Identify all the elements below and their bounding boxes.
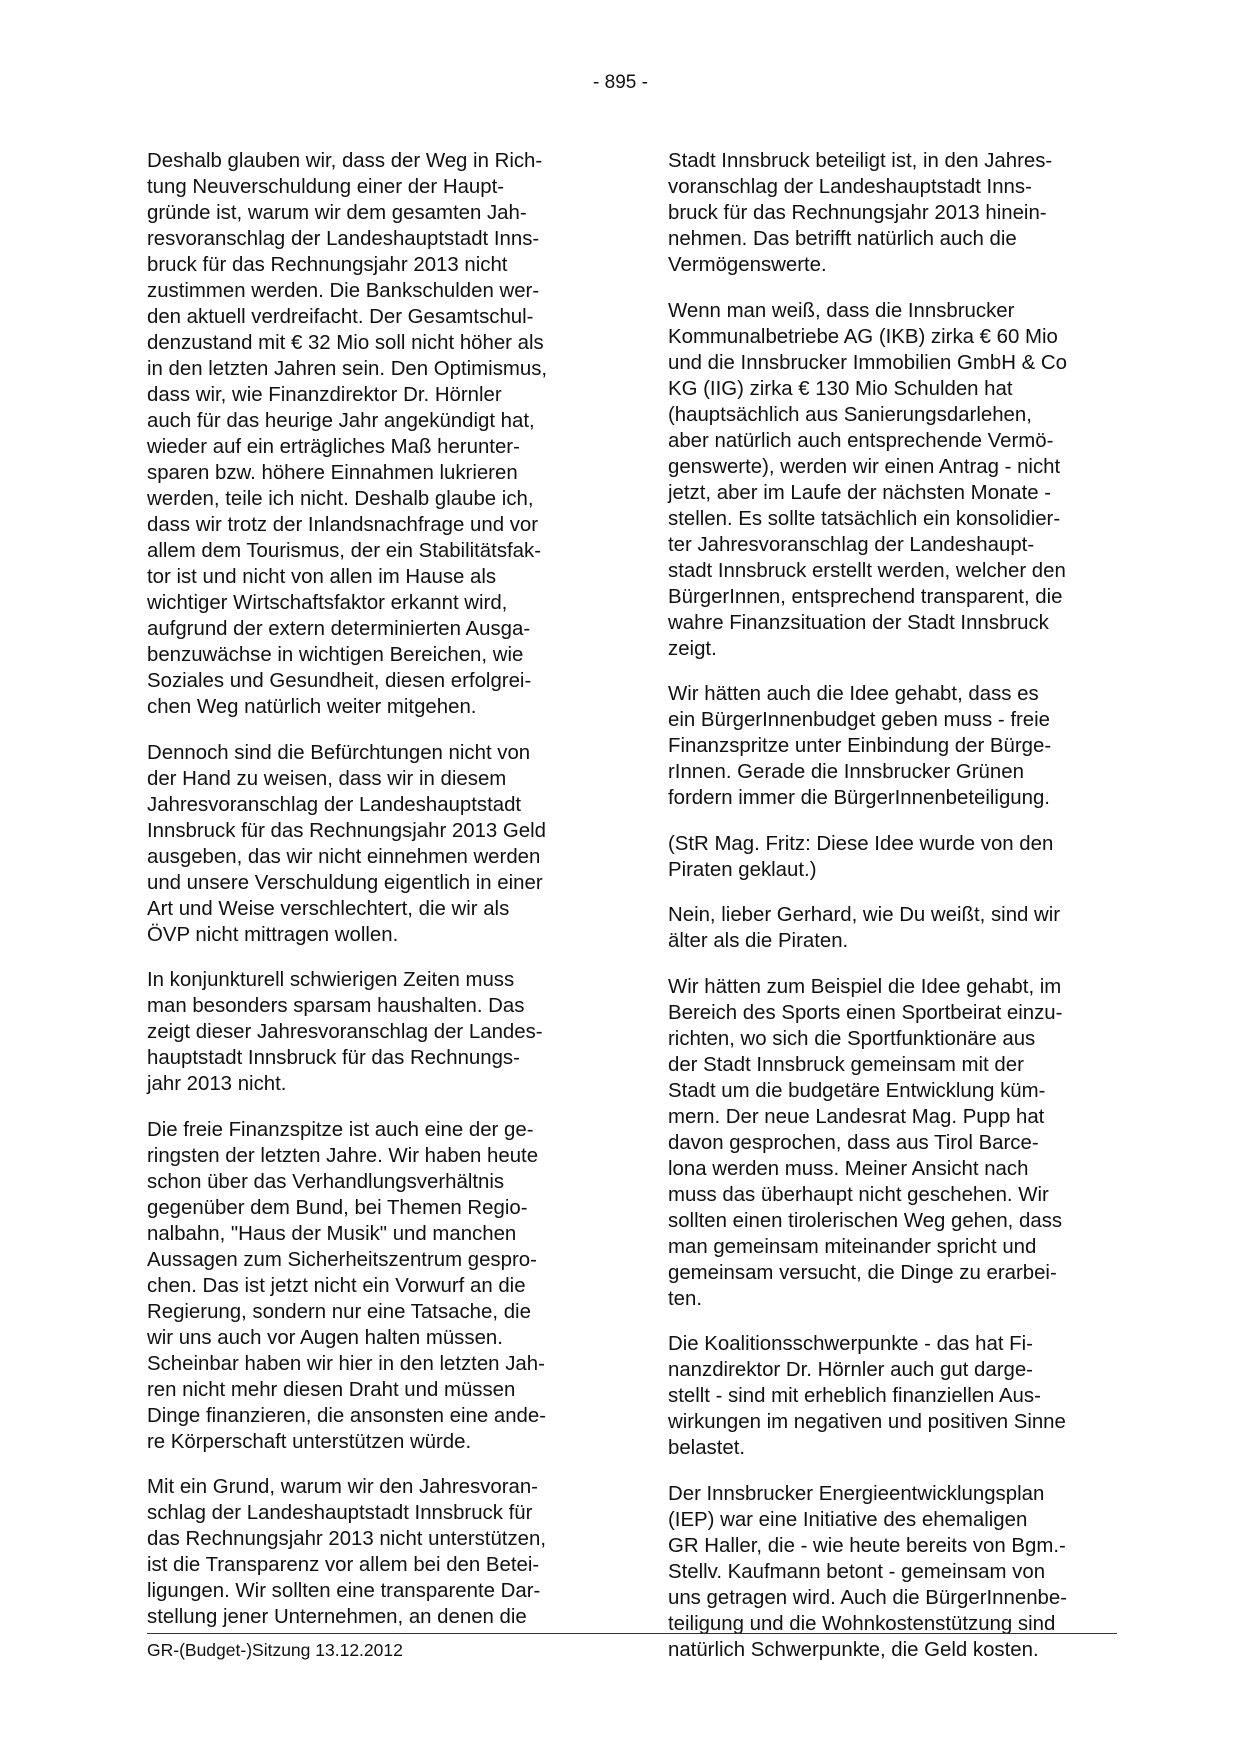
text-line: Scheinbar haben wir hier in den letzten Jah- — [147, 1352, 545, 1375]
footer-text: GR-(Budget-)Sitzung 13.12.2012 — [147, 1640, 403, 1660]
text-line: ren nicht mehr diesen Draht und müssen — [147, 1378, 516, 1401]
text-line: ein BürgerInnenbudget geben muss - freie — [668, 709, 1051, 731]
text-line: wahre Finanzsituation der Stadt Innsbruck — [668, 611, 1049, 634]
footer-divider — [147, 1633, 1117, 1634]
paragraph — [147, 1474, 587, 1630]
text-line: muss das überhaupt nicht geschehen. Wir — [668, 1183, 1049, 1206]
text-line: Jahresvoranschlag der Landeshauptstadt — [147, 793, 522, 816]
text-line: wichtiger Wirtschaftsfaktor erkannt wird, — [147, 592, 508, 614]
text-line: tor ist und nicht von allen im Hause als — [147, 566, 497, 588]
text-line: Stadt um die budgetäre Entwicklung küm- — [668, 1079, 1046, 1102]
text-line: Dinge finanzieren, die ansonsten eine ande- — [147, 1404, 547, 1427]
text-line: gemeinsam versucht, die Dinge zu erarbei- — [668, 1261, 1057, 1284]
text-line: ten. — [668, 1287, 703, 1310]
paragraph — [668, 831, 1108, 883]
text-line: genswerte), werden wir einen Antrag - nicht — [668, 455, 1061, 478]
text-line: werden, teile ich nicht. Deshalb glaube ich, — [147, 488, 534, 510]
text-line: sparen bzw. höhere Einnahmen lukrieren — [147, 462, 518, 484]
text-line: Die freie Finanzspitze ist auch eine der ge- — [147, 1118, 534, 1141]
text-line: wir uns auch vor Augen halten müssen. — [147, 1326, 503, 1349]
text-line: BürgerInnen, entsprechend transparent, die — [668, 585, 1063, 608]
text-line: Stadt Innsbruck beteiligt ist, in den Jahres- — [668, 150, 1053, 172]
text-line: dass wir trotz der Inlandsnachfrage und vor — [147, 514, 539, 536]
text-line: sollten einen tirolerischen Weg gehen, dass — [668, 1209, 1063, 1232]
text-line: Kommunalbetriebe AG (IKB) zirka € 60 Mio — [668, 325, 1058, 348]
text-line: teiligung und die Wohnkostenstützung sind — [668, 1612, 1056, 1635]
text-line: ausgeben, das wir nicht einnehmen werden — [147, 845, 541, 868]
paragraph — [668, 298, 1108, 662]
text-line: tung Neuverschuldung einer der Haupt- — [147, 176, 505, 198]
text-line: jetzt, aber im Laufe der nächsten Monate - — [668, 481, 1052, 504]
text-line: jahr 2013 nicht. — [147, 1073, 287, 1095]
text-line: aber natürlich auch entsprechende Vermö- — [668, 429, 1054, 452]
text-line: zeigt. — [668, 637, 717, 660]
text-line: GR Haller, die - wie heute bereits von Bgm.- — [668, 1534, 1066, 1557]
text-line: dass wir, wie Finanzdirektor Dr. Hörnler — [147, 384, 502, 406]
text-line: (hauptsächlich aus Sanierungsdarlehen, — [668, 403, 1032, 426]
text-line: Bereich des Sports einen Sportbeirat einzu- — [668, 1001, 1063, 1024]
page-number: - 895 - — [593, 72, 648, 93]
text-line: chen. Das ist jetzt nicht ein Vorwurf an die — [147, 1274, 526, 1297]
text-line: richten, wo sich die Sportfunktionäre aus — [668, 1027, 1036, 1050]
text-line: Soziales und Gesundheit, diesen erfolgrei- — [147, 670, 532, 692]
text-line: mern. Der neue Landesrat Mag. Pupp hat — [668, 1105, 1045, 1128]
text-line: den aktuell verdreifacht. Der Gesamtschul- — [147, 306, 534, 328]
text-line: ringsten der letzten Jahre. Wir haben heute — [147, 1144, 539, 1167]
paragraph — [668, 902, 1108, 954]
text-line: Innsbruck für das Rechnungsjahr 2013 Geld — [147, 819, 546, 842]
text-line: nehmen. Das betrifft natürlich auch die — [668, 228, 1017, 250]
text-line: denzustand mit € 32 Mio soll nicht höher als — [147, 332, 544, 354]
text-line: Art und Weise verschlechtert, die wir als — [147, 897, 510, 920]
text-line: aufgrund der extern determinierten Ausga- — [147, 618, 531, 640]
text-line: Wir hätten zum Beispiel die Idee gehabt, im — [668, 975, 1062, 998]
left-column — [147, 148, 587, 1650]
paragraph — [147, 967, 587, 1097]
paragraph — [147, 148, 587, 720]
text-line: ter Jahresvoranschlag der Landeshaupt- — [668, 533, 1035, 556]
paragraph — [147, 740, 587, 948]
text-line: gründe ist, warum wir dem gesamten Jah- — [147, 202, 527, 224]
text-line: schon über das Verhandlungsverhältnis — [147, 1170, 505, 1193]
text-line: Wir hätten auch die Idee gehabt, dass es — [668, 683, 1039, 705]
text-line: (IEP) war eine Initiative des ehemaligen — [668, 1508, 1028, 1531]
text-line: (StR Mag. Fritz: Diese Idee wurde von den — [668, 832, 1054, 855]
text-line: zustimmen werden. Die Bankschulden wer- — [147, 280, 540, 302]
text-line: nanzdirektor Dr. Hörnler auch gut darge- — [668, 1359, 1033, 1381]
text-line: wieder auf ein erträgliches Maß herunter- — [147, 436, 520, 458]
text-line: Stellv. Kaufmann betont - gemeinsam von — [668, 1560, 1046, 1583]
text-line: Finanzspritze unter Einbindung der Bürge- — [668, 735, 1052, 757]
text-line: Vermögenswerte. — [668, 254, 827, 276]
text-line: ist die Transparenz vor allem bei den Betei- — [147, 1554, 540, 1576]
text-line: man gemeinsam miteinander spricht und — [668, 1235, 1037, 1258]
text-line: lona werden muss. Meiner Ansicht nach — [668, 1157, 1029, 1180]
text-line: in den letzten Jahren sein. Den Optimismus, — [147, 358, 548, 380]
text-line: stellung jener Unternehmen, an denen die — [147, 1606, 527, 1628]
paragraph — [668, 148, 1108, 278]
text-line: zeigt dieser Jahresvoranschlag der Landes- — [147, 1021, 543, 1043]
text-line: bruck für das Rechnungsjahr 2013 nicht — [147, 254, 508, 276]
text-line: Dennoch sind die Befürchtungen nicht von — [147, 741, 531, 764]
text-line: bruck für das Rechnungsjahr 2013 hinein- — [668, 202, 1047, 224]
text-line: stellt - sind mit erheblich finanziellen Aus- — [668, 1385, 1041, 1407]
text-line: resvoranschlag der Landeshauptstadt Inns- — [147, 228, 540, 250]
text-line: voranschlag der Landeshauptstadt Inns- — [668, 176, 1032, 198]
text-line: ÖVP nicht mittragen wollen. — [147, 923, 399, 946]
text-line: allem dem Tourismus, der ein Stabilitätsfak- — [147, 540, 542, 562]
text-line: schlag der Landeshauptstadt Innsbruck für — [147, 1502, 533, 1524]
text-line: fordern immer die BürgerInnenbeteiligung. — [668, 787, 1050, 809]
text-line: rInnen. Gerade die Innsbrucker Grünen — [668, 761, 1024, 783]
text-line: benzuwächse in wichtigen Bereichen, wie — [147, 644, 524, 666]
text-line: belastet. — [668, 1437, 746, 1459]
text-line: nalbahn, "Haus der Musik" und manchen — [147, 1222, 517, 1245]
text-line: stadt Innsbruck erstellt werden, welcher den — [668, 559, 1066, 582]
text-line: KG (IIG) zirka € 130 Mio Schulden hat — [668, 377, 1013, 400]
text-line: natürlich Schwerpunkte, die Geld kosten. — [668, 1638, 1039, 1661]
text-line: re Körperschaft unterstützen würde. — [147, 1430, 472, 1453]
paragraph — [668, 1331, 1108, 1461]
text-line: Deshalb glauben wir, dass der Weg in Rich- — [147, 150, 543, 172]
text-line: der Hand zu weisen, dass wir in diesem — [147, 767, 507, 790]
text-line: auch für das heurige Jahr angekündigt hat, — [147, 410, 535, 432]
text-line: ligungen. Wir sollten eine transparente Dar- — [147, 1580, 541, 1602]
text-line: Piraten geklaut.) — [668, 858, 817, 881]
text-line: Wenn man weiß, dass die Innsbrucker — [668, 299, 1015, 322]
text-line: das Rechnungsjahr 2013 nicht unterstützen, — [147, 1528, 547, 1550]
text-line: gegenüber dem Bund, bei Themen Regio- — [147, 1196, 528, 1219]
paragraph — [668, 681, 1108, 811]
paragraph — [668, 1481, 1108, 1663]
text-line: In konjunkturell schwierigen Zeiten muss — [147, 969, 515, 991]
text-line: Nein, lieber Gerhard, wie Du weißt, sind wir — [668, 904, 1061, 926]
text-line: Regierung, sondern nur eine Tatsache, die — [147, 1300, 531, 1323]
text-line: der Stadt Innsbruck gemeinsam mit der — [668, 1053, 1024, 1076]
text-line: davon gesprochen, dass aus Tirol Barce- — [668, 1131, 1039, 1154]
text-line: Mit ein Grund, warum wir den Jahresvoran- — [147, 1476, 538, 1498]
text-line: stellen. Es sollte tatsächlich ein konsolidier- — [668, 507, 1061, 530]
paragraph — [668, 974, 1108, 1312]
text-line: älter als die Piraten. — [668, 930, 849, 952]
text-line: Die Koalitionsschwerpunkte - das hat Fi- — [668, 1333, 1033, 1355]
right-column — [668, 148, 1108, 1682]
text-line: und unsere Verschuldung eigentlich in einer — [147, 871, 543, 894]
text-line: man besonders sparsam haushalten. Das — [147, 995, 525, 1017]
text-line: hauptstadt Innsbruck für das Rechnungs- — [147, 1047, 520, 1069]
text-line: Der Innsbrucker Energieentwicklungsplan — [668, 1482, 1045, 1505]
text-line: und die Innsbrucker Immobilien GmbH & Co — [668, 351, 1067, 374]
text-line: chen Weg natürlich weiter mitgehen. — [147, 696, 477, 718]
text-line: uns getragen wird. Auch die BürgerInnenbe- — [668, 1586, 1068, 1609]
paragraph — [147, 1117, 587, 1455]
text-line: Aussagen zum Sicherheitszentrum gespro- — [147, 1248, 537, 1271]
text-line: wirkungen im negativen und positiven Sinne — [668, 1411, 1066, 1433]
